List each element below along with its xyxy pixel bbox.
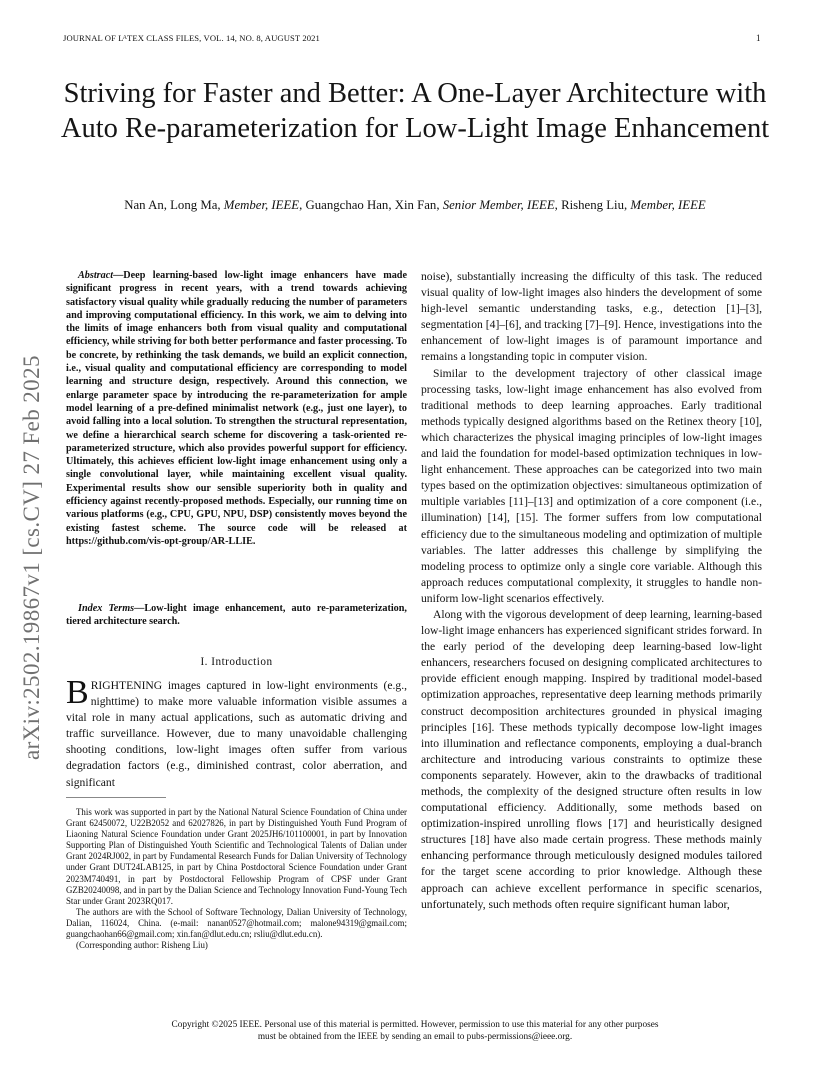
abstract-text: —Deep learning-based low-light image enhancers have made significant progress in recent years, with a trend towards achieving satisfactory visual quality while gradually reducing the number of parameters and improving computational efficiency. In this work, we aim to delving into the limits of image enhancers both from visual quality and computational efficiency, while striving for both better performance and faster processing. To be concrete, by rethinking the task demands, we build an explicit connection, i.e., visual quality and computational efficiency are corresponding to model learning and structure design, respectively. Around this connection, we enlarge parameter space by introducing the re-parameterization for ample model learning of a pre-defined minimalist network (e.g., just one layer), to avoid falling into a local solution. To strengthen the structural representation, we define a hierarchical search scheme for discovering a task-oriented re-parameterized structure, which also provides powerful support for efficiency. Ultimately, this achieves efficient low-light image enhancement using only a single convolutional layer, while maintaining excellent visual quality. Experimental results show our sensible superiority both in quality and efficiency against recently-proposed methods. Especially, our running time on various platforms (e.g., CPU, GPU, NPU, DSP) consistently moves beyond the existing fastest scheme. The source code will be released at https://github.com/vis-opt-group/AR-LLIE. xyxy=(66,270,407,547)
funding-footnote: This work was supported in part by the National Natural Science Foundation of China under Grant 62450072, U22B2052 and 62027826, in part by Distinguished Youth Fund Program of Liaoning Natural Science Foundation under Grant 2025JH6/101100001, in part by Innovation Supporting Plan of Distinguished Youth Scientific and Technological Talents of Dalian under Grant 2024RJ002, in part by Fundamental Research Funds for Dalian University of Technology under Grant DUT24LAB125, in part by China Postdoctoral Science Foundation under Grant 2023M740491, in part by Postdoctoral Fellowship Program of CPSF under Grant GZB20240098, and in part by the Dalian Science and Technology Innovation Fund-Young Tech Star under Grant 2023RQ017. xyxy=(66,807,407,906)
intro-text: images captured in low-light environments (e.g., nighttime) to make more valuable information visible assumes a vital role in many actual applications, such as automatic driving and traffic surveillance. However, due to many unavoidable challenging shooting conditions, low-light images often suffer from various degradation factors (e.g., diminished contrast, color aberration, and significant xyxy=(66,679,407,789)
intro-first-word: RIGHTENING xyxy=(90,679,163,692)
body-paragraph-2: Similar to the development trajectory of other classical image processing tasks, low-light image enhancement has also evolved from traditional methods to deep learning approaches. Early traditional methods typically designed algorithms based on the Retinex theory [10], which characterizes the physical imaging principles of low-light images and laid the foundation for model-based optimization techniques in low-light enhancement. These approaches can be categorized into two main types based on the optimization objectives: simultaneous optimization of multiple variables [11]–[13] and optimization of a core component (i.e., illumination) [14], [15]. The former suffers from low computational efficiency due to the simultaneous modeling and optimization of multiple variables. The latter addresses this challenge by simplifying the modeling process to optimize only a single core variable. Although this approach reduces computational complexity, it struggles to handle non-uniform low-light scenarios effectively. xyxy=(421,366,762,605)
abstract-label: Abstract xyxy=(78,270,114,281)
body-paragraph-3: Along with the vigorous development of deep learning, learning-based low-light image enhancers has experienced significant strides forward. In the early period of the developing deep learning-based low-light enhancers, researchers focused on designing complicated architectures to provide efficient enough mapping. Inspired by traditional model-based optimization approaches, representative deep learning methods primarily construct decomposition architectures grounded in physical imaging principles [16]. These methods typically decompose low-light images into illumination and reflectance components, employing a dual-branch architecture and introducing various constraints to optimize these components separately. However, akin to the drawbacks of traditional methods, the complexity of the designed structure often results in low computational efficiency. Additionally, some methods based on optimization-inspired unrolling flows [17] and heuristically designed structures [18] have also made certain progress. These methods mainly enhancing performance through meticulously designed modules tailored for the target scene according to prior knowledge. Although these approach can achieve excellent performance in specific scenarios, unfortunately, such methods often require significant human labor, xyxy=(421,607,762,911)
latex-a: A xyxy=(122,35,128,41)
index-terms xyxy=(66,602,407,629)
authors-part-3: , Risheng Liu, xyxy=(554,198,631,212)
author-list xyxy=(40,198,790,213)
authors-part-1: Nan An, Long Ma, xyxy=(124,198,224,212)
paper-title: Striving for Faster and Better: A One-Layer Architecture with Auto Re-parameterization for Low-Light Image Enhancement xyxy=(60,78,770,144)
right-column-body xyxy=(421,269,762,913)
author-role-2: Senior Member, IEEE xyxy=(442,198,555,212)
drop-cap: B xyxy=(66,674,89,711)
introduction-paragraph xyxy=(66,674,407,791)
section-heading-introduction: I. Introduction xyxy=(200,656,273,668)
copyright-notice xyxy=(60,1019,770,1043)
journal-prefix: JOURNAL OF xyxy=(63,33,119,43)
body-paragraph-1: noise), substantially increasing the difficulty of this task. The reduced visual quality of low-light images also hinders the development of some high-level semantic understanding tasks, e.g., detection [1]–[3], segmentation [4]–[6], and tracking [7]–[9]. Hence, investigations into the enhancement of low-light images is of paramount importance and remains a longstanding topic in computer vision. xyxy=(421,270,762,364)
running-header xyxy=(63,33,320,43)
author-role-3: Member, IEEE xyxy=(630,198,706,212)
authors-part-2: , Guangchao Han, Xin Fan, xyxy=(299,198,443,212)
index-terms-text: —Low-light image enhancement, auto re-parameterization, tiered architecture search. xyxy=(66,603,407,628)
latex-logo: $L^A$ xyxy=(118,33,128,43)
copyright-line-2: must be obtained from the IEEE by sending an email to pubs-permissions@ieee.org. xyxy=(257,1032,573,1042)
journal-rest: TEX CLASS FILES, VOL. 14, NO. 8, AUGUST 2021 xyxy=(127,33,320,43)
author-role-1: Member, IEEE xyxy=(223,198,300,212)
abstract xyxy=(66,269,407,548)
page-number: 1 xyxy=(756,33,761,43)
footnote-rule xyxy=(66,797,166,798)
arxiv-id: arXiv:2502.19867v1 [cs.CV] 27 Feb 2025 xyxy=(19,355,44,760)
index-terms-label: Index Terms xyxy=(78,603,135,614)
arxiv-watermark xyxy=(19,290,51,760)
copyright-line-1: Copyright ©2025 IEEE. Personal use of this material is permitted. However, permission to use this material for any other purposes xyxy=(171,1020,659,1030)
affiliation-footnote: The authors are with the School of Software Technology, Dalian University of Technology, Dalian, 116024, China. (e-mail: nanan0527@hotmail.com; malone94319@gmail.com; guangchaohan66@gmail.com; xin.fan@dlut.edu.cn; rsliu@dlut.edu.cn). xyxy=(66,906,407,940)
corresponding-author-footnote: (Corresponding author: Risheng Liu) xyxy=(76,940,208,951)
footnotes xyxy=(66,807,407,951)
